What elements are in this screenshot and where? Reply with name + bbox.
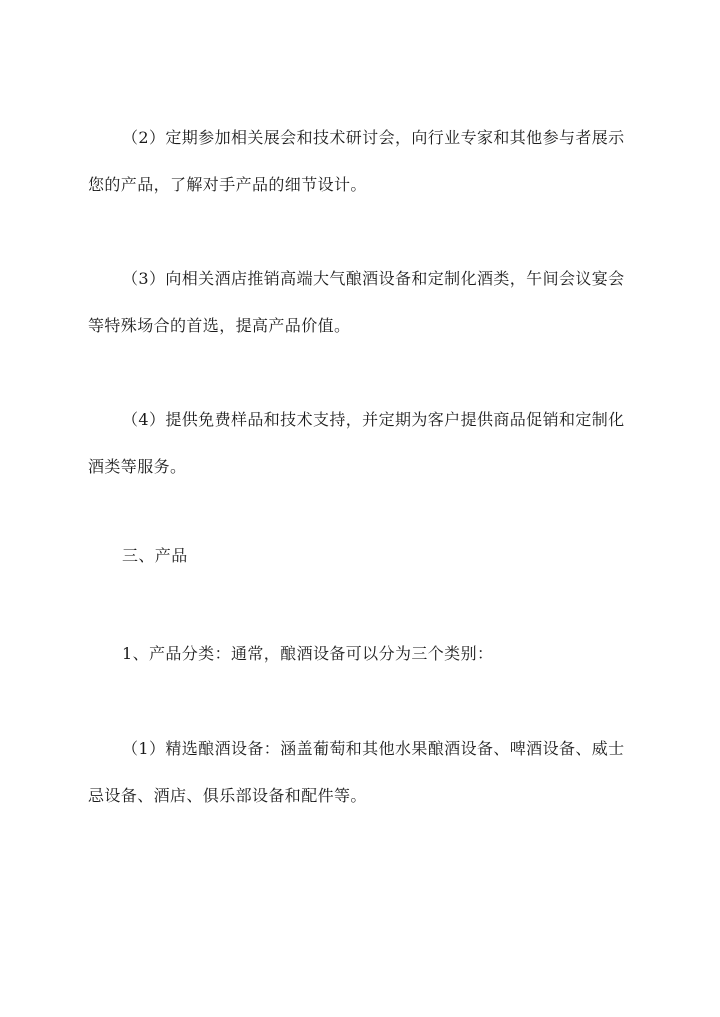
product-classification-item: 1、产品分类：通常，酿酒设备可以分为三个类别：: [122, 644, 494, 663]
paragraph-item-4: （4）提供免费样品和技术支持，并定期为客户提供商品促销和定制化酒类等服务。: [88, 410, 625, 476]
section-heading-products: 三、产品: [122, 546, 188, 565]
paragraph-item-2: （2）定期参加相关展会和技术研讨会，向行业专家和其他参与者展示您的产品，了解对手产品的细节设计。: [88, 128, 625, 194]
paragraph-item-3: （3）向相关酒店推销高端大气酿酒设备和定制化酒类，午间会议宴会等特殊场合的首选，提高产品价值。: [88, 269, 625, 335]
paragraph-sub-item-1: （1）精选酿酒设备：涵盖葡萄和其他水果酿酒设备、啤酒设备、威士忌设备、酒店、俱乐部设备和配件等。: [88, 739, 625, 805]
